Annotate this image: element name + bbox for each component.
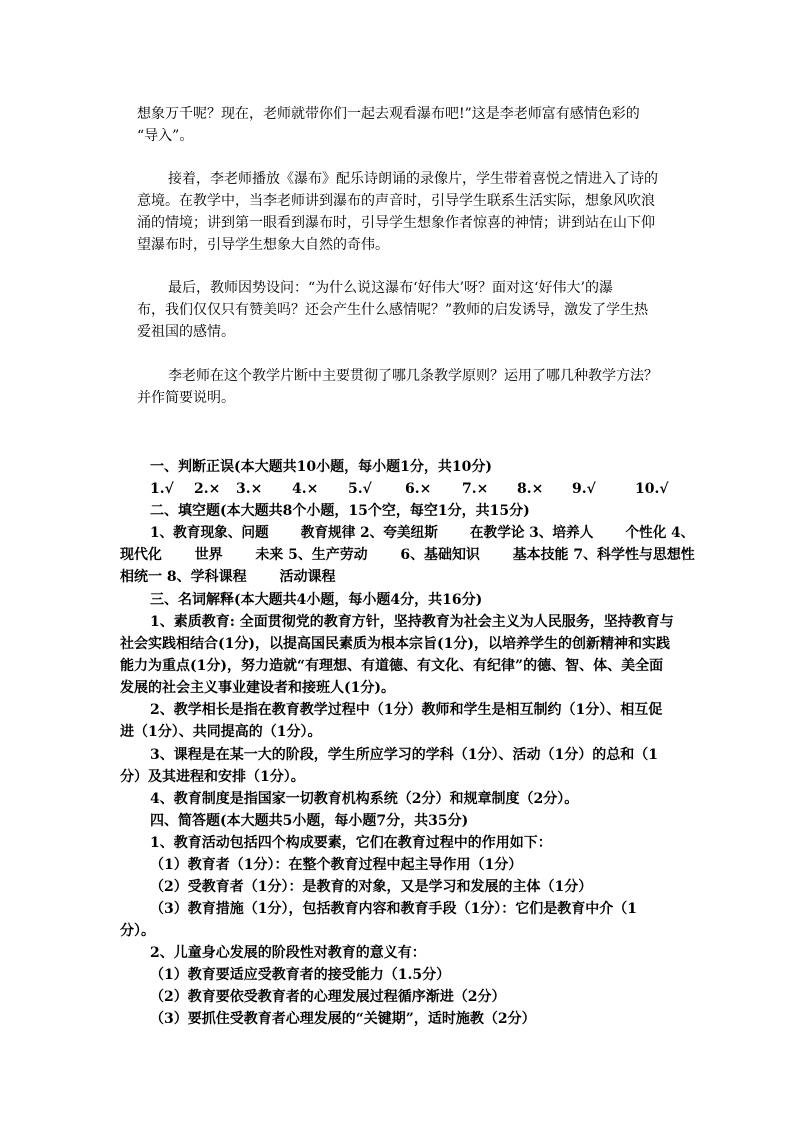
short-line: （1）教育者（1分）：在整个教育过程中起主导作用（1分） bbox=[150, 857, 523, 873]
judge-item: 7.× bbox=[462, 481, 489, 497]
term-line: 社会实践相结合(1分)，以提高国民素质为根本宗旨(1分)，以培养学生的创新精神和实践 bbox=[120, 636, 670, 652]
question-line: 李老师在这个教学片断中主要贯彻了哪几条教学原则？运用了哪几种教学方法？ bbox=[168, 368, 658, 384]
judge-item: 8.× bbox=[517, 481, 544, 497]
passage-line: 意境。在教学中，当李老师讲到瀑布的声音时，引导学生联系生活实际，想象风吹浪 bbox=[137, 193, 655, 209]
fill-line: 现代化 世界 未来 5、生产劳动 6、基础知识 基本技能 7、科学性与思想性 bbox=[120, 547, 695, 563]
short-line: 1、教育活动包括四个构成要素，它们在教育过程中的作用如下： bbox=[150, 835, 552, 851]
short-line: 分）。 bbox=[120, 923, 155, 939]
short-line: （2）受教育者（1分）：是教育的对象，又是学习和发展的主体（1分） bbox=[150, 879, 593, 895]
short-line: （1）教育要适应受教育者的接受能力（1.5分） bbox=[150, 967, 451, 983]
fill-heading: 二、填空题(本大题共8个小题，15个空，每空1分，共15分) bbox=[150, 503, 530, 519]
fill-line: 1、教育现象、问题 教育规律 2、夸美纽斯 在教学论 3、培养人 个性化 4、 bbox=[150, 525, 695, 541]
judge-item: 6.× bbox=[405, 481, 432, 497]
judge-item: 5.√ bbox=[348, 481, 372, 497]
passage-line: 爱祖国的感情。 bbox=[137, 324, 235, 340]
judge-item: 9.√ bbox=[572, 481, 596, 497]
passage-line: “导入”。 bbox=[137, 128, 194, 144]
fill-line: 相统一 8、学科课程 活动课程 bbox=[120, 569, 336, 585]
judge-item: 10.√ bbox=[635, 481, 669, 497]
term-line: 2、教学相长是指在教育教学过程中（1分）教师和学生是相互制约（1分）、相互促 bbox=[150, 702, 663, 718]
passage-line: 想象万千呢？现在，老师就带你们一起去观看瀑布吧!”这是李老师富有感情色彩的 bbox=[137, 106, 640, 122]
short-line: （2）教育要依受教育者的心理发展过程循序渐进（2分） bbox=[150, 989, 506, 1005]
term-line: 1、素质教育: 全面贯彻党的教育方针，坚持教育为社会主义为人民服务，坚持教育与 bbox=[150, 614, 674, 630]
short-line: 2、儿童身心发展的阶段性对教育的意义有： bbox=[150, 945, 426, 961]
short-line: （3）教育措施（1分），包括教育内容和教育手段（1分）：它们是教育中介（1 bbox=[150, 901, 637, 917]
judge-item: 4.× bbox=[292, 481, 319, 497]
judge-heading: 一、判断正误(本大题共10小题，每小题1分，共10分) bbox=[150, 459, 492, 475]
passage-line: 布，我们仅仅只有赞美吗？还会产生什么感情呢？”教师的启发诱导，激发了学生热 bbox=[137, 302, 649, 318]
question-line: 并作简要说明。 bbox=[137, 390, 235, 406]
short-heading: 四、简答题(本大题共5小题，每小题7分，共35分) bbox=[150, 813, 469, 829]
term-line: 发展的社会主义事业建设者和接班人(1分)。 bbox=[120, 680, 395, 696]
term-line: 分）及其进程和安排（1分）。 bbox=[120, 769, 305, 785]
term-line: 能力为重点(1分)，努力造就“有理想、有道德、有文化、有纪律”的德、智、体、美全面 bbox=[120, 658, 664, 674]
term-heading: 三、名词解释(本大题共4小题，每小题4分，共16分) bbox=[150, 592, 483, 608]
judge-item: 3.× bbox=[236, 481, 263, 497]
judge-item: 2.× bbox=[194, 481, 221, 497]
passage-line: 涌的情境；讲到第一眼看到瀑布时，引导学生想象作者惊喜的神情；讲到站在山下仰 bbox=[137, 215, 655, 231]
judge-item: 1.√ bbox=[150, 481, 174, 497]
term-line: 3、课程是在某一大的阶段，学生所应学习的学科（1分）、活动（1分）的总和（1 bbox=[150, 747, 658, 763]
passage-line: 望瀑布时，引导学生想象大自然的奇伟。 bbox=[137, 237, 389, 253]
passage-line: 接着，李老师播放《瀑布》配乐诗朗诵的录像片，学生带着喜悦之情进入了诗的 bbox=[168, 171, 658, 187]
short-line: （3）要抓住受教育者心理发展的“关键期”，适时施教（2分） bbox=[150, 1011, 536, 1027]
term-line: 进（1分）、共同提高的（1分）。 bbox=[120, 724, 322, 740]
passage-line: 最后，教师因势设问：“为什么说这瀑布‘好伟大’呀？面对这‘好伟大’的瀑 bbox=[168, 280, 613, 296]
term-line: 4、教育制度是指国家一切教育机构系统（2分）和规章制度（2分）。 bbox=[150, 791, 579, 807]
